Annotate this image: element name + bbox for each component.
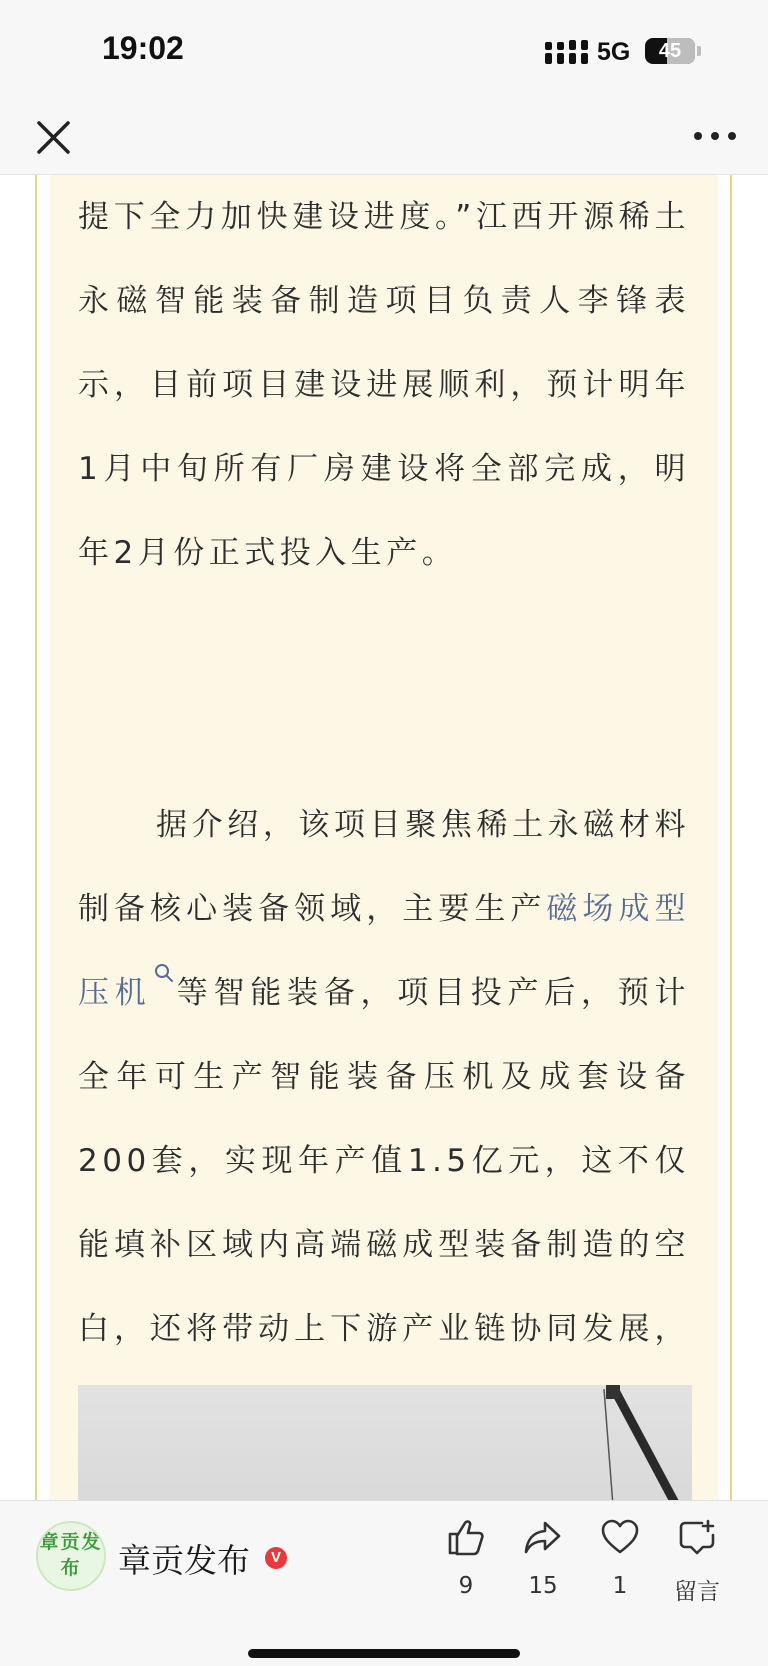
comment-icon xyxy=(677,1517,717,1557)
article-photo[interactable] xyxy=(78,1385,692,1500)
battery-icon xyxy=(645,38,695,64)
heart-icon xyxy=(600,1517,640,1557)
bottom-bar xyxy=(0,1500,768,1666)
favorite-button[interactable] xyxy=(582,1517,658,1617)
like-button[interactable] xyxy=(428,1517,504,1617)
close-button[interactable] xyxy=(30,110,78,162)
more-icon xyxy=(688,112,744,160)
status-bar xyxy=(0,0,768,100)
more-button[interactable] xyxy=(688,112,744,160)
paragraph-text: 据介绍，该项目聚焦稀土永磁材料制备核心装备领域，主要生产 xyxy=(78,807,690,927)
paragraph-text: 等智能装备，项目投产后，预计全年可生产智能装备压机及成套设备200套，实现年产值1.5亿元，这不仅能填补区域内高端磁成型装备制造的空白，还将带动上下游产业链协同发展， xyxy=(78,975,690,1347)
nav-bar xyxy=(0,100,768,175)
signal-icon xyxy=(545,40,589,64)
article-border-left xyxy=(35,175,37,1500)
comment-label: 留言 xyxy=(674,1579,720,1605)
article-paragraph: 提下全力加快建设进度。”江西开源稀土永磁智能装备制造项目负责人李锋表示，目前项目建设进展顺利，预计明年1月中旬所有厂房建设将全部完成，明年2月份正式投入生产。 xyxy=(78,199,690,571)
thumbs-up-icon xyxy=(446,1517,486,1557)
share-button[interactable] xyxy=(505,1517,581,1617)
close-icon xyxy=(30,110,78,162)
avatar-logo-text: 章贡发布 xyxy=(39,1531,103,1579)
share-icon xyxy=(523,1517,563,1557)
battery-tip xyxy=(697,46,701,56)
article-border-right xyxy=(730,175,732,1500)
article-viewport[interactable] xyxy=(0,175,768,1500)
comment-button[interactable] xyxy=(659,1517,735,1617)
favorite-count: 1 xyxy=(612,1573,628,1599)
search-icon[interactable] xyxy=(154,963,174,985)
search-link[interactable]: 磁场成型压机 xyxy=(78,891,690,1011)
battery-level: 45 xyxy=(658,40,682,62)
article-body xyxy=(50,175,718,1500)
verified-badge: V xyxy=(265,1547,287,1569)
network-label: 5G xyxy=(597,38,631,66)
avatar[interactable] xyxy=(36,1521,106,1591)
like-count: 9 xyxy=(458,1573,474,1599)
crane-boom-image xyxy=(552,1385,692,1500)
share-count: 15 xyxy=(528,1573,558,1599)
status-time: 19:02 xyxy=(102,30,184,66)
account-name[interactable]: 章贡发布 xyxy=(118,1541,250,1580)
home-indicator[interactable] xyxy=(248,1649,520,1658)
